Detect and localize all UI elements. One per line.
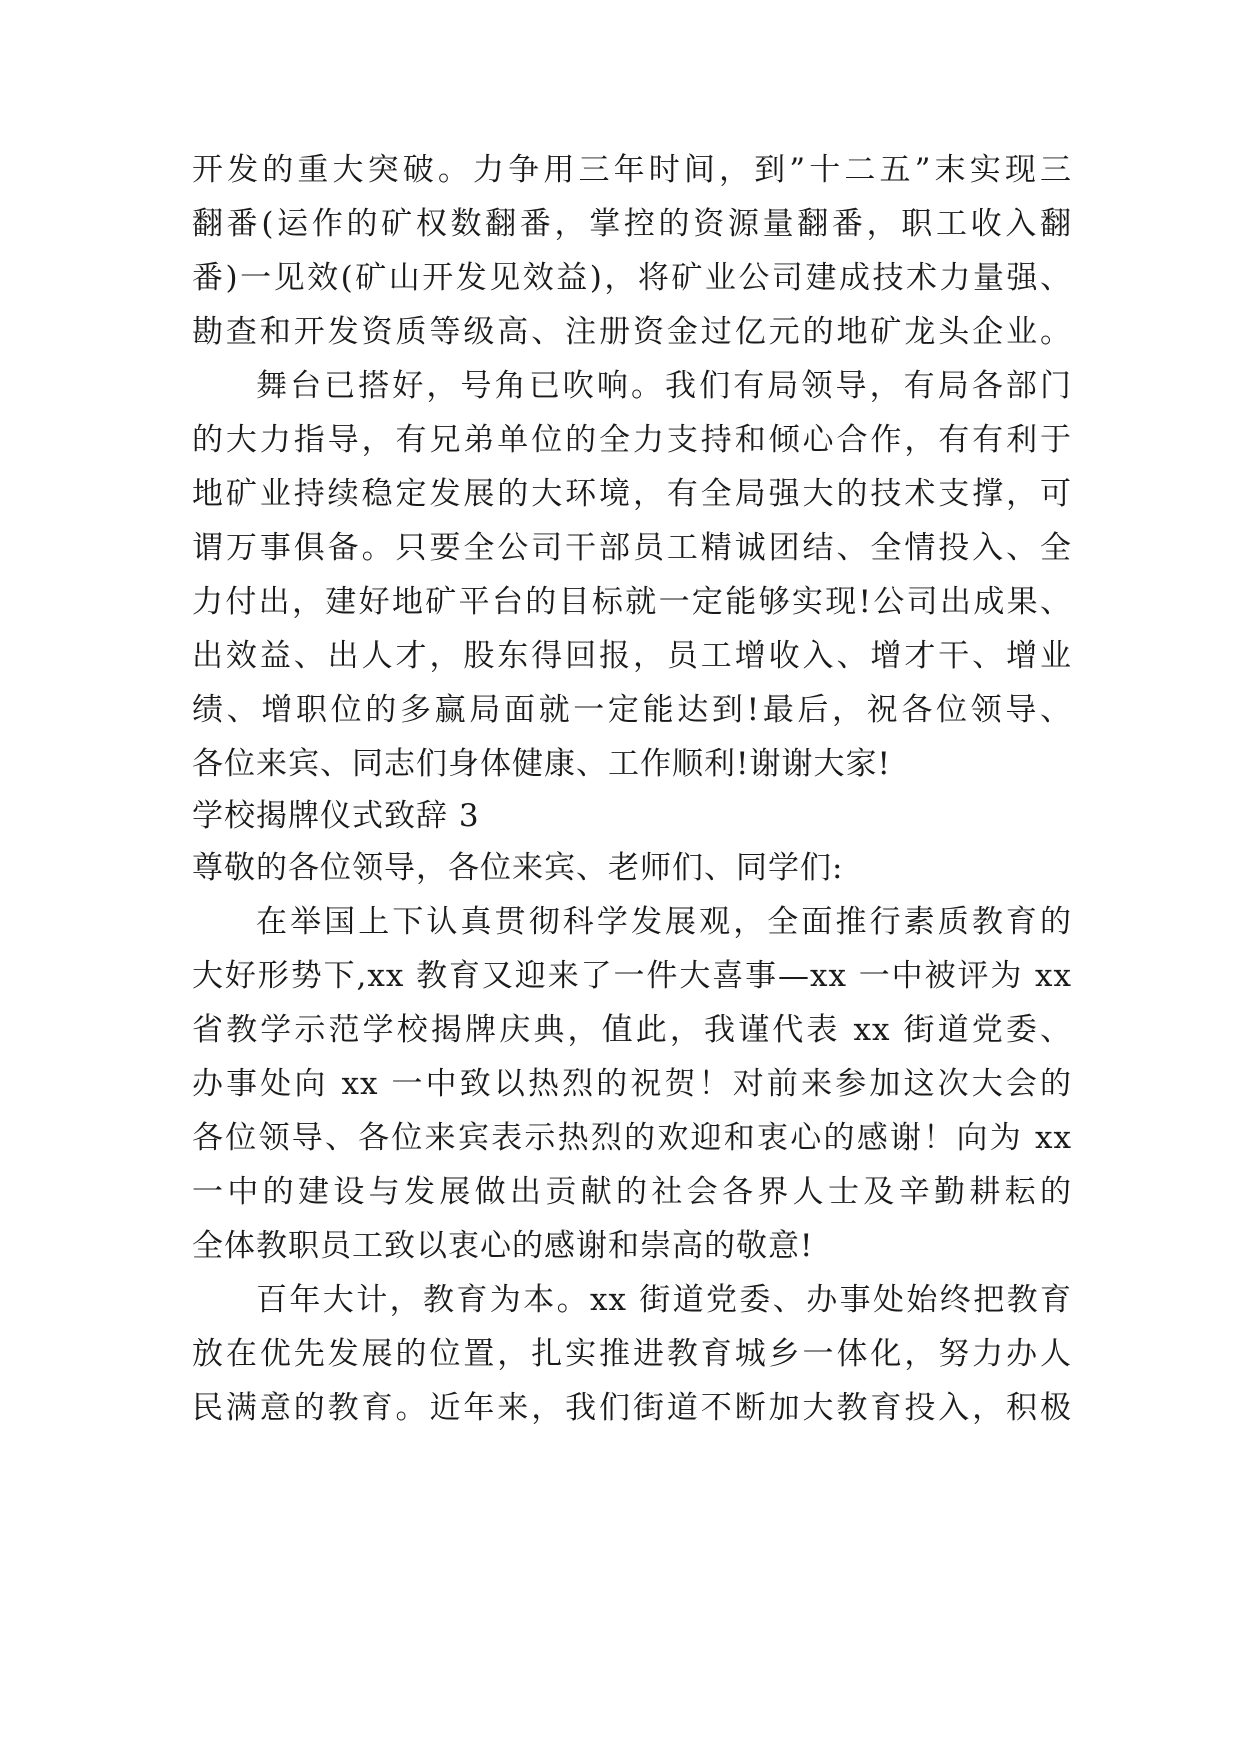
paragraph-line: 番)一见效(矿山开发见效益)，将矿业公司建成技术力量强、 <box>192 260 1072 296</box>
paragraph-line: 力付出，建好地矿平台的目标就一定能够实现!公司出成果、 <box>192 584 1072 620</box>
paragraph-line: 舞台已搭好，号角已吹响。我们有局领导，有局各部门 <box>256 368 1072 404</box>
paragraph-line: 出效益、出人才，股东得回报，员工增收入、增才干、增业 <box>192 638 1072 674</box>
paragraph-line: 放在优先发展的位置，扎实推进教育城乡一体化，努力办人 <box>192 1336 1072 1372</box>
paragraph-line: 谓万事俱备。只要全公司干部员工精诚团结、全情投入、全 <box>192 530 1072 566</box>
paragraph-line: 各位来宾、同志们身体健康、工作顺利!谢谢大家! <box>192 746 891 782</box>
paragraph-line: 翻番(运作的矿权数翻番，掌控的资源量翻番，职工收入翻 <box>192 206 1072 242</box>
paragraph-line: 百年大计，教育为本。xx 街道党委、办事处始终把教育 <box>256 1282 1072 1318</box>
paragraph-line: 勘查和开发资质等级高、注册资金过亿元的地矿龙头企业。 <box>192 314 1072 350</box>
paragraph-line: 一中的建设与发展做出贡献的社会各界人士及辛勤耕耘的 <box>192 1174 1072 1210</box>
paragraph-line: 办事处向 xx 一中致以热烈的祝贺！对前来参加这次大会的 <box>192 1066 1072 1102</box>
section-title: 学校揭牌仪式致辞 3 <box>192 798 480 834</box>
paragraph-line: 在举国上下认真贯彻科学发展观，全面推行素质教育的 <box>256 904 1072 940</box>
paragraph-line: 全体教职员工致以衷心的感谢和崇高的敬意! <box>192 1228 814 1264</box>
paragraph-line: 绩、增职位的多赢局面就一定能达到!最后，祝各位领导、 <box>192 692 1072 728</box>
paragraph-line: 的大力指导，有兄弟单位的全力支持和倾心合作，有有利于 <box>192 422 1072 458</box>
paragraph-line: 开发的重大突破。力争用三年时间，到”十二五”末实现三 <box>192 152 1072 188</box>
paragraph-line: 地矿业持续稳定发展的大环境，有全局强大的技术支撑，可 <box>192 476 1072 512</box>
paragraph-line: 各位领导、各位来宾表示热烈的欢迎和衷心的感谢！向为 xx <box>192 1120 1072 1156</box>
paragraph-line: 省教学示范学校揭牌庆典，值此，我谨代表 xx 街道党委、 <box>192 1012 1072 1048</box>
salutation: 尊敬的各位领导，各位来宾、老师们、同学们: <box>192 850 844 886</box>
paragraph-line: 大好形势下,xx 教育又迎来了一件大喜事—xx 一中被评为 xx <box>192 958 1072 994</box>
paragraph-line: 民满意的教育。近年来，我们街道不断加大教育投入，积极 <box>192 1390 1072 1426</box>
